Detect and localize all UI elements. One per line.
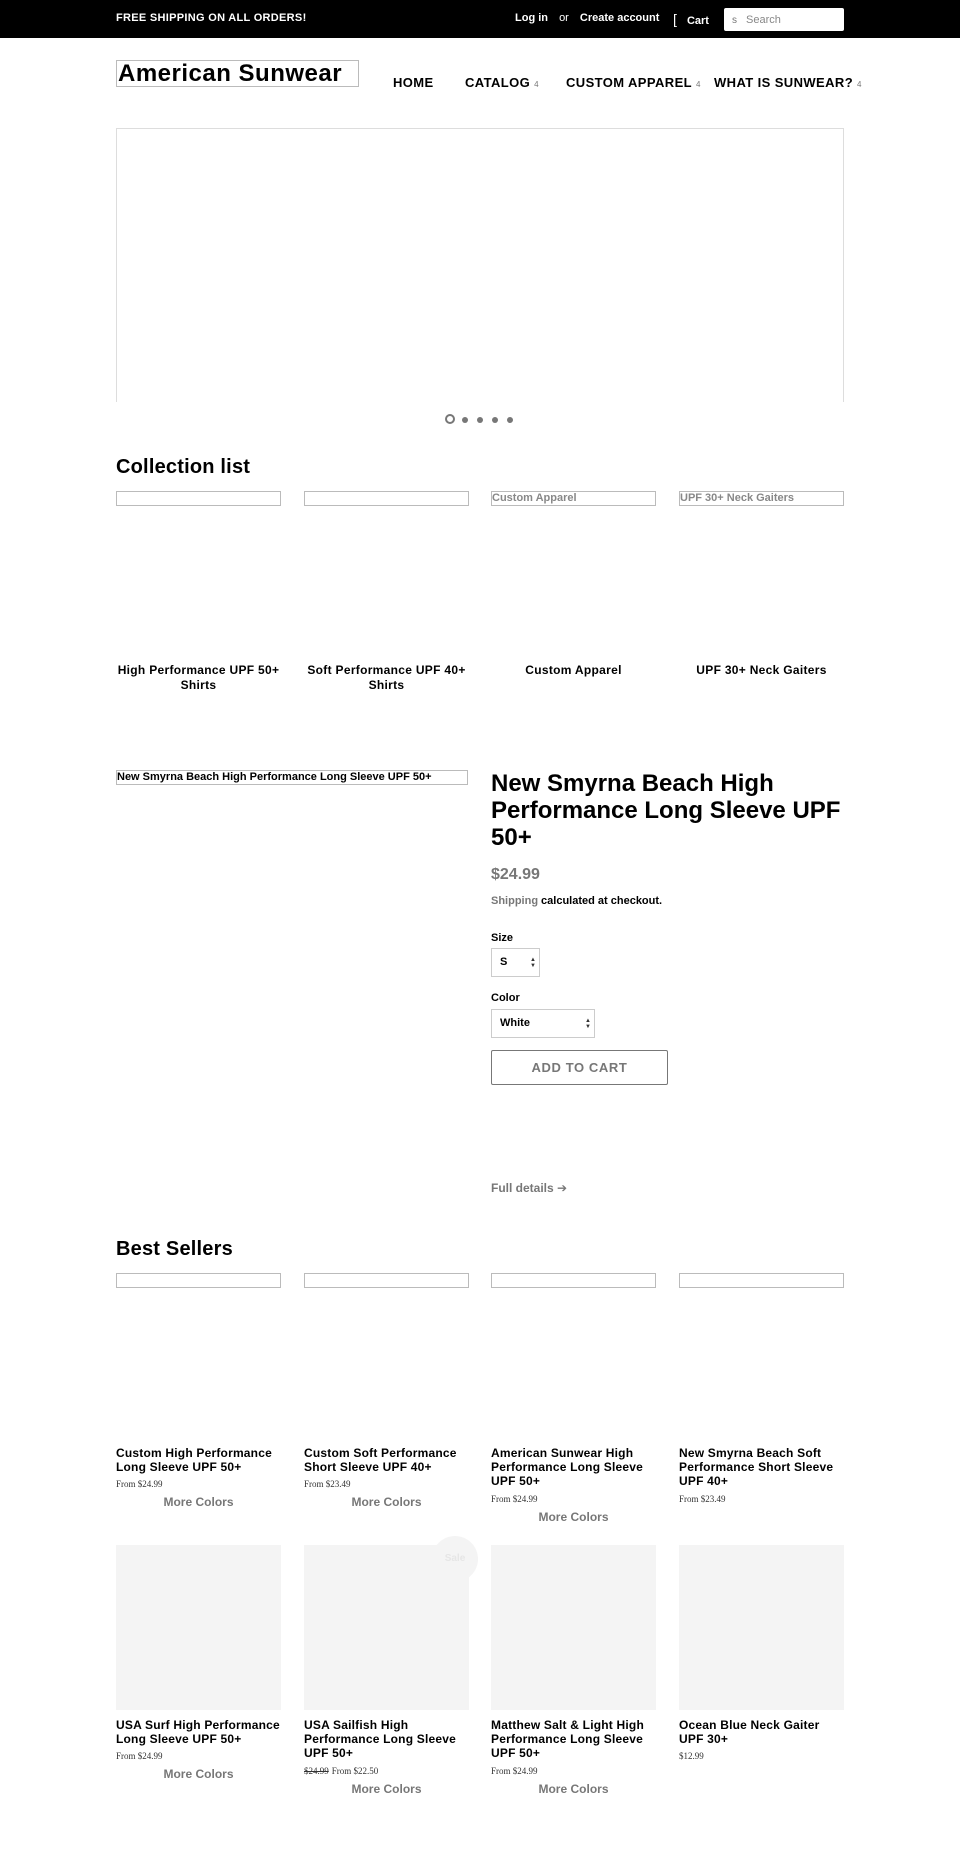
more-colors-link[interactable]: More Colors [163,1495,234,1509]
select-arrows-icon: ▲ ▼ [530,957,536,969]
product-title-line: Custom High Performance [116,1446,272,1460]
best-sellers-title: Best Sellers [116,1238,233,1260]
product-title-line: Short Sleeve UPF 40+ [304,1460,432,1474]
product-title[interactable] [116,1718,286,1746]
collection-image[interactable] [116,491,281,506]
select-arrows-icon: ▲ ▼ [585,1018,591,1030]
product-title[interactable] [491,1718,661,1760]
chevron-down-icon: 4 [695,80,701,89]
more-colors-link[interactable]: More Colors [538,1510,609,1524]
product-title-line: Matthew Salt & Light High [491,1718,644,1732]
product-title[interactable] [116,1446,286,1474]
nav-catalog-label: CATALOG [465,75,531,90]
slide-dot-4[interactable] [492,417,498,423]
more-colors-link[interactable]: More Colors [163,1767,234,1781]
search-box[interactable] [724,8,844,31]
product-image[interactable] [679,1545,844,1710]
product-title-line: American Sunwear High [491,1446,634,1460]
compare-at-price: $24.99 [304,1766,329,1776]
collection-title[interactable] [116,663,281,693]
shipping-text: calculated at checkout. [541,895,663,907]
search-input[interactable] [746,11,840,28]
collection-title-line: Shirts [368,678,405,692]
sale-badge: Sale [432,1536,478,1582]
product-title-line: UPF 50+ [491,1474,541,1488]
size-select-value: S [500,956,508,968]
create-account-link[interactable]: Create account [579,12,660,24]
product-image[interactable] [491,1545,656,1710]
chevron-down-icon: 4 [857,80,862,89]
product-price [304,1766,378,1776]
more-colors-link[interactable]: More Colors [351,1495,422,1509]
featured-product-title-line: New Smyrna Beach High [491,770,774,797]
size-select[interactable] [491,948,540,977]
announcement-bar [0,0,960,38]
slide-dot-5[interactable] [507,417,513,423]
nav-custom-apparel-label: CUSTOM APPAREL [566,75,692,90]
nav-custom-apparel[interactable] [566,75,701,90]
featured-product-title-line: Performance Long Sleeve UPF [491,797,841,824]
product-title-line: Performance Long Sleeve [304,1732,456,1746]
collection-image[interactable]: Custom Apparel [491,491,656,506]
color-select[interactable] [491,1009,595,1038]
site-logo[interactable]: American Sunwear [116,60,359,87]
product-title-line: Performance Short Sleeve [679,1460,834,1474]
product-title[interactable] [679,1446,849,1488]
product-price: From $23.49 [304,1479,351,1489]
hero-slideshow[interactable] [116,128,844,402]
product-title[interactable] [491,1446,661,1488]
slide-dot-1[interactable] [445,414,455,424]
product-price: $12.99 [679,1751,704,1761]
product-price: From $24.99 [116,1479,163,1489]
collection-title-line: High Performance UPF 50+ [117,663,280,677]
product-image[interactable] [491,1273,656,1288]
search-icon[interactable]: s [732,15,737,26]
product-image[interactable] [679,1273,844,1288]
add-to-cart-button[interactable]: ADD TO CART [491,1050,668,1085]
collection-image[interactable]: UPF 30+ Neck Gaiters [679,491,844,506]
cart-icon: [ [673,11,677,27]
featured-product-title-line: 50+ [491,824,532,851]
product-price: From $24.99 [491,1766,538,1776]
product-title-line: Long Sleeve UPF 50+ [116,1460,242,1474]
product-image[interactable] [304,1273,469,1288]
color-label: Color [491,992,520,1004]
product-title-line: New Smyrna Beach Soft [679,1446,822,1460]
featured-product-price: $24.99 [491,866,540,883]
nav-catalog[interactable] [465,75,539,90]
slide-dot-3[interactable] [477,417,483,423]
featured-product-image[interactable]: New Smyrna Beach High Performance Long Sleeve UPF 50+ [116,770,468,785]
or-text: or [559,12,569,24]
product-title[interactable] [679,1718,849,1746]
product-title-line: Long Sleeve UPF 50+ [116,1732,242,1746]
product-title-line: UPF 40+ [679,1474,729,1488]
size-label: Size [491,932,514,944]
chevron-down-icon: 4 [534,80,539,89]
product-title-line: Custom Soft Performance [304,1446,457,1460]
nav-home[interactable] [393,75,434,90]
collection-title-line: UPF 30+ Neck Gaiters [696,663,827,677]
collection-title[interactable] [304,663,469,693]
collection-image[interactable] [304,491,469,506]
color-select-value: White [500,1017,530,1029]
slide-dot-2[interactable] [462,417,468,423]
more-colors-link[interactable]: More Colors [351,1782,422,1796]
product-title-line: UPF 30+ [679,1732,729,1746]
collection-title[interactable] [491,663,656,678]
product-title[interactable] [304,1718,474,1760]
product-title-line: UPF 50+ [491,1746,541,1760]
collection-title[interactable] [679,663,844,678]
featured-product-title [491,770,851,851]
product-title-line: UPF 50+ [304,1746,354,1760]
shipping-link[interactable]: Shipping [491,895,539,907]
collection-title-line: Custom Apparel [525,663,622,677]
collection-list-title: Collection list [116,456,251,478]
collection-title-line: Shirts [180,678,217,692]
product-title-line: Performance Long Sleeve [491,1732,643,1746]
product-price: From $24.99 [116,1751,163,1761]
cart-link[interactable] [673,11,709,27]
free-shipping-banner: FREE SHIPPING ON ALL ORDERS! [116,12,307,24]
product-title[interactable] [304,1446,474,1474]
product-title-line: Ocean Blue Neck Gaiter [679,1718,820,1732]
login-link[interactable]: Log in [515,12,548,24]
sale-price: From $22.50 [331,1766,379,1776]
nav-what-is-sunwear-label: WHAT IS SUNWEAR? [714,75,854,90]
full-details-link[interactable]: Full details ➔ [491,1181,568,1195]
product-price: From $23.49 [679,1494,726,1504]
more-colors-link[interactable]: More Colors [538,1782,609,1796]
account-links [515,12,667,24]
product-price: From $24.99 [491,1494,538,1504]
cart-label: Cart [686,15,709,27]
shipping-note [491,895,662,907]
product-title-line: Performance Long Sleeve [491,1460,643,1474]
product-title-line: USA Surf High Performance [116,1718,280,1732]
product-image[interactable] [116,1273,281,1288]
nav-home-label: HOME [393,75,434,90]
product-title-line: USA Sailfish High [304,1718,409,1732]
collection-title-line: Soft Performance UPF 40+ [307,663,466,677]
product-image[interactable] [116,1545,281,1710]
nav-what-is-sunwear[interactable] [714,75,862,90]
